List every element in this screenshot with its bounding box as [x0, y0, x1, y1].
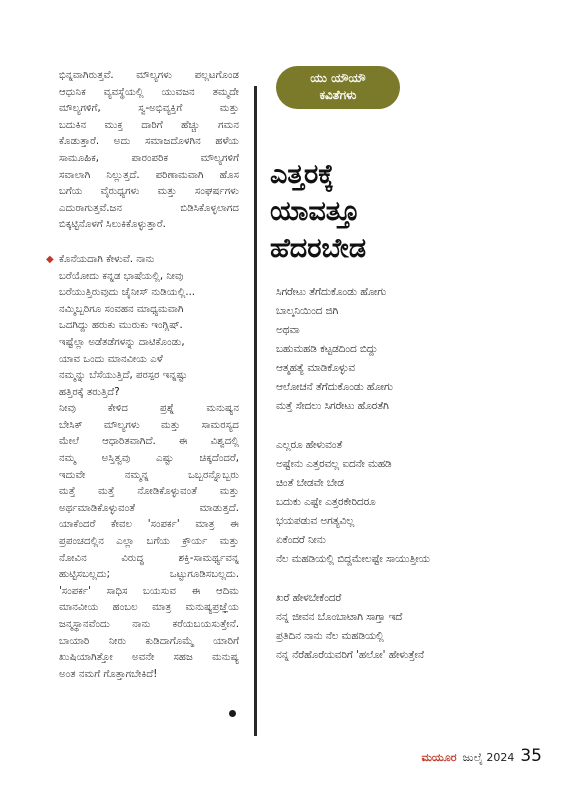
text-line: ಬಿಕ್ಕಟ್ಟಿನೊಳಗೆ ಸಿಲುಕಿಕೊಳ್ಳುತ್ತಾರೆ.: [59, 219, 166, 231]
question-line: ಕೊನೆಯದಾಗಿ ಕೇಳುವೆ. ನಾನು: [59, 253, 155, 265]
poem-line: ಅಥವಾ: [276, 324, 300, 336]
text-line: ಬೇಸಿಕ್ ಮೌಲ್ಯಗಳು ಮತ್ತು ಸಾಮರಸ್ಯದ: [59, 419, 239, 431]
poem-line: ಎಲ್ಲರೂ ಹೇಳುವಂತೆ: [276, 439, 343, 451]
badge-line: ಕವಿತೆಗಳು: [319, 88, 357, 102]
text-line: ಎದುರಾಗುತ್ತವೆ.ಜನ ಬಿಡಿಸಿಕೊಳ್ಳಲಾಗದ: [59, 202, 239, 214]
text-line: ಅರ್ಥಮಾಡಿಕೊಳ್ಳುವಂತೆ ಮಾಡುತ್ತದೆ.: [59, 502, 239, 514]
text-line: ಇದುವೇ ನಮ್ಮನ್ನ ಒಬ್ಬರನ್ನೊಬ್ಬರು: [59, 469, 239, 481]
text-line: 'ಸಂಪರ್ಕ' ಸಾಧಿಸ ಬಯಸುವ ಈ ಆದಿಮ: [59, 585, 239, 597]
poem-line: ಚಿಂತೆ ಬೇಡವೇ ಬೇಡ: [276, 477, 344, 489]
poem-line: ಮತ್ತೆ ಸೇದಲು ಸಿಗರೇಟು ಹೊರತೆಗಿ: [276, 400, 389, 412]
text-line: ನೋವಿನ ವಿರುದ್ಧ ಶಕ್ತಿ-ಸಾಮರ್ಥ್ಯವನ್ನ: [59, 552, 239, 564]
question-line: ಯಾವ ಒಂದು ಮಾನವೀಯ ಎಳೆ: [59, 353, 163, 365]
text-line: ಮತ್ತೆ ಮತ್ತೆ ನೋಡಿಕೊಳ್ಳುವಂತೆ ಮತ್ತು: [59, 486, 239, 498]
question-line: ಇಷ್ಟೆಲ್ಲಾ ಅಡೆತಡೆಗಳನ್ನು ದಾಟಿಕೊಂಡು,: [59, 336, 185, 348]
interview-paragraph-1: [59, 68, 239, 234]
page-number: 35: [520, 746, 542, 766]
poem-line: ಭಯಪಡುವ ಅಗತ್ಯವಿಲ್ಲ: [276, 515, 355, 527]
page-footer: [421, 746, 542, 766]
interview-column: [46, 68, 239, 683]
poem-line: ಬದುಕು ಎಷ್ಟೇ ಎತ್ತರಕೇರಿದರೂ: [276, 496, 376, 508]
stanza-gap: [276, 569, 430, 589]
text-line: ಹುಟ್ಟಿಸಬಲ್ಲದು; ಒಟ್ಟುಗೂಡಿಸಬಲ್ಲದು.: [59, 569, 239, 581]
poem-line: ಅಷ್ಟೇನು ಎತ್ತರವಲ್ಲ ಐದನೇ ಮಹಡಿ: [276, 458, 392, 470]
text-line: ಖುಷಿಯಾಗಿತ್ತೋ ಅವನೇ ಸಹಜ ಮನುಷ್ಯ: [59, 652, 239, 664]
text-line: ಭಿನ್ನವಾಗಿರುತ್ತವೆ. ಮೌಲ್ಯಗಳು ಪಲ್ಲಟಗೊಂಡ: [59, 70, 239, 81]
text-line: ಸವಾಲಾಗಿ ನಿಲ್ಲುತ್ತದೆ. ಪರಿಣಾಮವಾಗಿ ಹೊಸ: [59, 169, 239, 181]
poem-line: ನನ್ನ ನೆರೆಹೊರೆಯವರಿಗೆ 'ಹಲೋ' ಹೇಳುತ್ತೇನೆ: [276, 649, 425, 661]
text-line: ಕೊಡುತ್ತಾರೆ. ಅದು ಸಮಾಜದೊಳಗಿನ ಹಳೆಯ: [59, 136, 239, 148]
text-line: ಮೇಲೆ ಆಧಾರಿತವಾಗಿದೆ. ಈ ವಿಶ್ವದಲ್ಲಿ: [59, 436, 239, 448]
text-line: ಅಂತ ನಮಗೆ ಗೊತ್ತಾಗಬೇಕಿದೆ!: [59, 668, 158, 680]
text-line: ನಮ್ಮ ಅಸ್ತಿತ್ವವು ಎಷ್ಟು ಚಿಕ್ಕದೆಂದರೆ,: [59, 453, 239, 465]
poem-line: ಏಕೆಂದರೆ ನೀನು: [276, 534, 326, 546]
text-line: ಆಧುನಿಕ ವ್ಯವಸ್ಥೆಯಲ್ಲಿ ಯುವಜನ ತಮ್ಮದೇ: [59, 86, 239, 98]
text-line: ಬಗೆಯ ವೈರುಧ್ಯಗಳು ಮತ್ತು ಸಂಘರ್ಷಗಳು: [59, 186, 239, 198]
poem-line: ಪ್ರತಿದಿನ ನಾನು ನೆಲ ಮಹಡಿಯಲ್ಲಿ: [276, 630, 384, 642]
poem-line: ನೆಲ ಮಹಡಿಯಲ್ಲಿ ಬಿದ್ದಮೇಲಷ್ಟೇ ಸಾಯುತ್ತೀಯ: [276, 553, 430, 565]
poem-line: ನನ್ನ ಜೀವನ ಬೊಂಬಾಟಾಗಿ ಸಾಗ್ತಾ ಇದೆ: [276, 611, 403, 623]
interview-question: [46, 252, 239, 401]
poem-body: [276, 283, 430, 665]
text-line: ನೀವು ಕೇಳಿದ ಪ್ರಶ್ನೆ ಮನುಷ್ಯನ: [59, 403, 239, 415]
badge-line: ಯು ಯೌಯೌ: [310, 71, 366, 85]
text-line: ಜನ್ಮಸ್ಥಾನವೆಂದು ನಾನು ಕರೆಯಬಯಸುತ್ತೇನೆ.: [59, 619, 239, 630]
stanza-gap: [276, 416, 430, 436]
issue-date: ಜುಲೈ 2024: [462, 751, 515, 764]
text-line: ಮೌಲ್ಯಗಳಿಗೆ, ಸ್ವ-ಅಭಿವ್ಯಕ್ತಿಗೆ ಮತ್ತು: [59, 103, 239, 115]
question-line: ನಮ್ಮನ್ನು ಬೆಸೆಯುತ್ತಿದೆ, ಪರಸ್ಪರ ಇನ್ನಷ್ಟು: [59, 370, 188, 382]
title-line: ಹೆದರಬೇಡ: [270, 233, 367, 264]
text-line: ಮಾನವೀಯ ಹಂಬಲ ಮಾತ್ರ ಮನುಷ್ಯಪ್ರಜ್ಞೆಯ: [59, 602, 239, 614]
section-badge: [276, 66, 400, 109]
text-line: ಪ್ರಪಂಚದಲ್ಲಿನ ಎಲ್ಲಾ ಬಗೆಯ ಕ್ರೌರ್ಯ ಮತ್ತು: [59, 536, 239, 548]
magazine-logo: ಮಯೂರ: [421, 751, 457, 764]
poem-line: ಬಹುಮಹಡಿ ಕಟ್ಟಡದಿಂದ ಬಿದ್ದು: [276, 343, 378, 355]
question-line: ನಮ್ಮಿಬ್ಬರಿಗೂ ಸಂವಹನ ಮಾಧ್ಯಮವಾಗಿ: [59, 303, 184, 315]
poem-line: ಸಿಗರೇಟು ತೆಗೆದುಕೊಂಡು ಹೋಗು: [276, 286, 387, 298]
poem-title: [270, 156, 366, 267]
question-line: ಬರೆಯುತ್ತಿರುವುದು ಚೈನೀಸ್ ನುಡಿಯಲ್ಲಿ...: [59, 287, 196, 299]
text-line: ಬದುಕಿನ ಮುಕ್ತ ದಾರಿಗೆ ಹೆಚ್ಚು ಗಮನ: [59, 119, 239, 131]
poem-line: ಆತ್ಮಹತ್ಯೆ ಮಾಡಿಕೊಳ್ಳುವ: [276, 362, 356, 374]
title-line: ಎತ್ತರಕ್ಕೆ: [270, 159, 335, 190]
question-line: ಒದಗಿದ್ದು ಹರುಕು ಮುರುಕು ಇಂಗ್ಲಿಷ್.: [59, 320, 183, 332]
poem-line: ಬಾಲ್ಕನಿಯಿಂದ ಜಿಗಿ: [276, 305, 339, 317]
interview-answer: [59, 401, 239, 683]
question-line: ಹತ್ತಿರಕ್ಕೆ ತರುತ್ತಿದೆ?: [59, 386, 120, 398]
question-line: ಬರೆಯೋದು ಕನ್ನಡ ಭಾಷೆಯಲ್ಲಿ, ನೀವು: [59, 270, 184, 282]
text-line: ಸಾಮೂಹಿಕ, ಪಾರಂಪರಿಕ ಮೌಲ್ಯಗಳಿಗೆ: [59, 152, 239, 164]
end-mark-icon: [229, 710, 236, 717]
poem-line: ಖರೆ ಹೇಳಬೇಕೆಂದರೆ: [276, 592, 342, 604]
column-divider: [254, 86, 257, 736]
text-line: ಯಾಕೆಂದರೆ ಕೇವಲ 'ಸಂಪರ್ಕ' ಮಾತ್ರ ಈ: [59, 519, 239, 531]
poem-line: ಆಲೋಚನೆ ತೆಗೆದುಕೊಂಡು ಹೋಗು: [276, 381, 393, 393]
diamond-bullet-icon: ◆: [46, 253, 54, 265]
title-line: ಯಾವತ್ತೂ: [270, 196, 360, 227]
text-line: ಬಾಯಾರಿ ನೀರು ಕುಡಿದಾಗೊಮ್ಮೆ ಯಾರಿಗೆ: [59, 635, 239, 647]
